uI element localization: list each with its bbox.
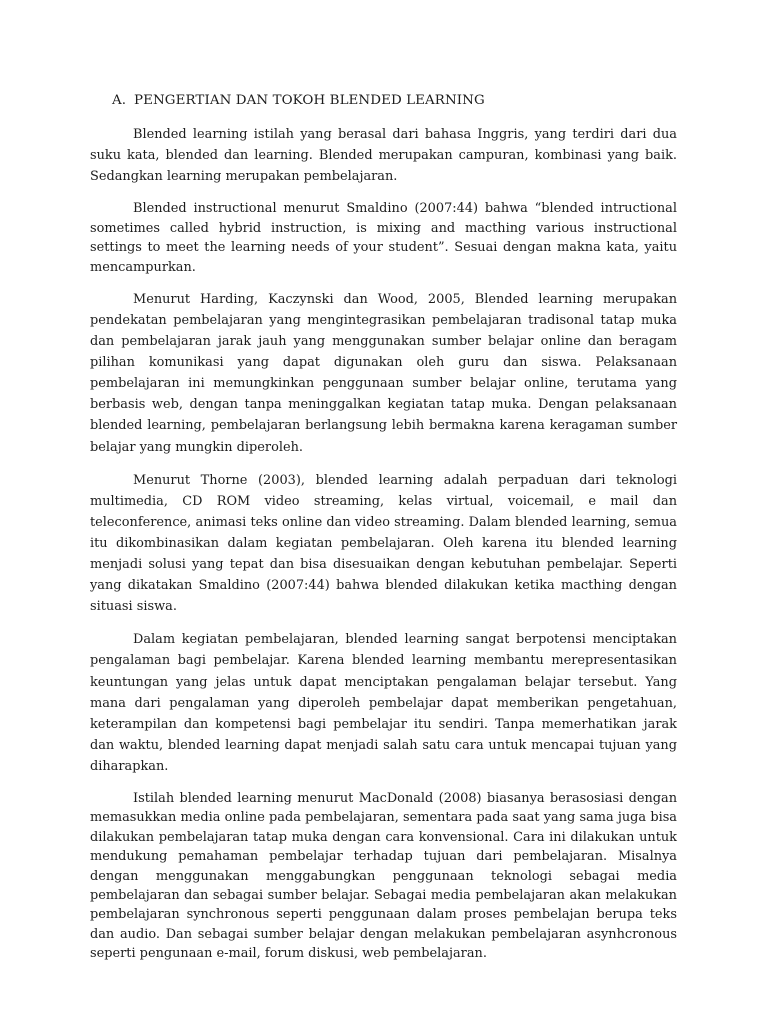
paragraph-definition: Blended learning istilah yang berasal dari bahasa Inggris, yang terdiri dari dua suku kata, blended dan learning. Blended merupakan campuran, kombinasi yang baik. Sedangkan learning merupakan pembelajaran.	[90, 127, 677, 185]
paragraph-macdonald: Istilah blended learning menurut MacDonald (2008) biasanya berasosiasi dengan memasukkan media online pada pembelajaran, sementara pada saat yang sama juga bisa dilakukan pembelajaran tatap muka dengan cara konvensional. Cara ini dilakukan untuk mendukung pemahaman pembelajar terhadap tujuan dari pembelajaran. Misalnya dengan menggunakan menggabungkan penggunaan teknologi sebagai media pembelajaran dan sebagai sumber belajar. Sebagai media pembelajaran akan melakukan pembelajaran synchronous seperti penggunaan dalam proses pembelajan berupa teks dan audio. Dan sebagai sumber belajar dengan melakukan pembelajaran asynhcronous seperti pengunaan e-mail, forum diskusi, web pembelajaran.	[90, 790, 677, 962]
paragraph-thorne: Menurut Thorne (2003), blended learning adalah perpaduan dari teknologi multimedia, CD ROM video streaming, kelas virtual, voicemail, e mail dan teleconference, animasi teks online dan video streaming. Dalam blended learning, semua itu dikombinasikan dalam kegiatan pembelajaran. Oleh karena itu blended learning menjadi solusi yang tepat dan bisa disesuaikan dengan kebutuhan pembelajar. Seperti yang dikatakan Smaldino (2007:44) bahwa blended dilakukan ketika macthing dengan situasi siswa.	[90, 472, 677, 615]
section-heading	[112, 93, 485, 108]
paragraph-smaldino: Blended instructional menurut Smaldino (2007:44) bahwa “blended intructional sometimes called hybrid instruction, is mixing and macthing various instructional settings to meet the learning needs of your student”. Sesuai dengan makna kata, yaitu mencampurkan.	[90, 201, 677, 275]
section-title: PENGERTIAN DAN TOKOH BLENDED LEARNING	[134, 93, 485, 108]
section-body	[90, 124, 677, 976]
paragraph-potential: Dalam kegiatan pembelajaran, blended learning sangat berpotensi menciptakan pengalaman bagi pembelajar. Karena blended learning membantu merepresentasikan keuntungan yang jelas untuk dapat menciptakan pengalaman belajar tersebut. Yang mana dari pengalaman yang diperoleh pembelajar dapat memberikan pengetahuan, keterampilan dan kompetensi bagi pembelajar itu sendiri. Tanpa memerhatikan jarak dan waktu, blended learning dapat menjadi salah satu cara untuk mencapai tujuan yang diharapkan.	[90, 632, 677, 774]
section-number: A.	[112, 93, 127, 108]
paragraph-harding: Menurut Harding, Kaczynski dan Wood, 2005, Blended learning merupakan pendekatan pembelajaran yang mengintegrasikan pembelajaran tradisonal tatap muka dan pembelajaran jarak jauh yang menggunakan sumber belajar online dan beragam pilihan komunikasi yang dapat digunakan oleh guru dan siswa. Pelaksanaan pembelajaran ini memungkinkan penggunaan sumber belajar online, terutama yang berbasis web, dengan tanpa meninggalkan kegiatan tatap muka. Dengan pelaksanaan blended learning, pembelajaran berlangsung lebih bermakna karena keragaman sumber belajar yang mungkin diperoleh.	[90, 291, 677, 455]
